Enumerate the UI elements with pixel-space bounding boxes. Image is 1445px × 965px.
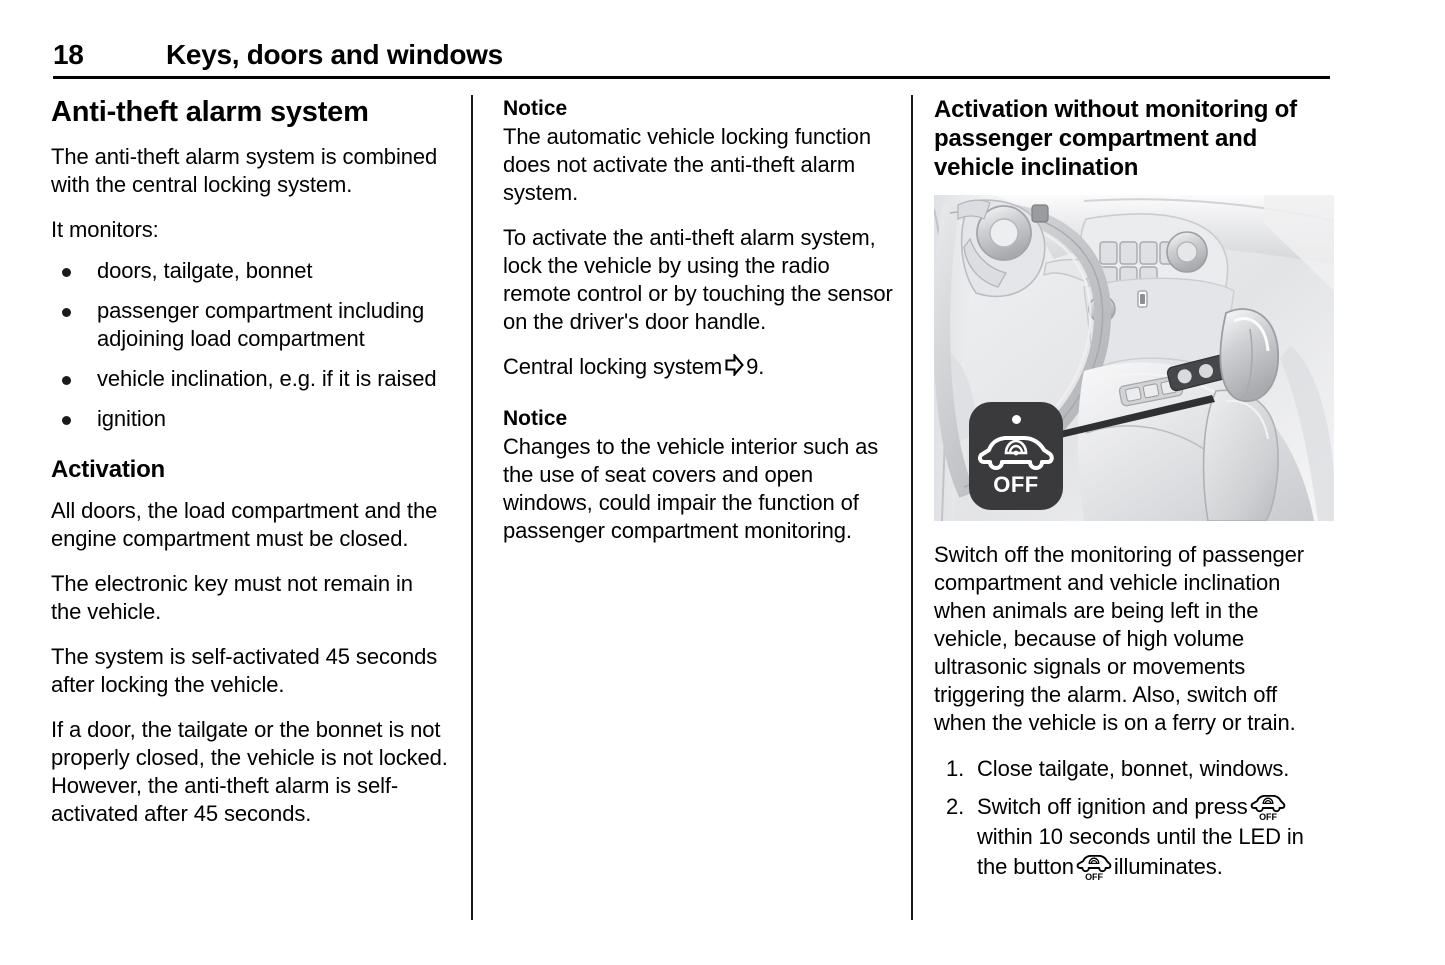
led-dot-icon (1012, 415, 1021, 424)
activation-paragraph-3: The system is self-activated 45 seconds after locking the vehicle. (51, 644, 438, 697)
switch-off-monitoring-paragraph: Switch off the monitoring of passenger compartment and vehicle inclination when animals are being left in the vehicle, because of high volume ultrasonic signals or movements triggering the alarm. Also, switch off when the vehicle is on a ferry or train. (934, 542, 1305, 735)
cross-reference-label: Central locking system (503, 354, 723, 379)
it-monitors-label: It monitors: (51, 217, 159, 242)
step-2-text-after: within 10 seconds until the LED in the button (977, 824, 1304, 879)
list-item: ignition (51, 405, 449, 433)
svg-text:OFF: OFF (1258, 812, 1277, 821)
list-item (934, 792, 1334, 882)
car-ultrasonic-off-icon (1076, 855, 1112, 881)
column-two (503, 95, 901, 545)
step-2-text-before: Switch off ignition and press (977, 794, 1248, 819)
section-title-activation-without-monitoring: Activation without monitoring of passenger compartment and vehicle inclination (934, 96, 1297, 181)
car-ultrasonic-off-icon (978, 432, 1054, 470)
monitored-items-list (51, 257, 449, 433)
step-1-text: Close tailgate, bonnet, windows. (977, 756, 1290, 781)
switch-off-steps-list (934, 754, 1334, 882)
list-item: doors, tailgate, bonnet (51, 257, 449, 285)
cross-reference-page: 9. (746, 354, 765, 379)
column-three (934, 95, 1334, 890)
anti-theft-intro-paragraph: The anti-theft alarm system is combined with the central locking system. (51, 144, 438, 197)
badge-off-label: OFF (993, 472, 1039, 497)
step-2-text-end: illuminates. (1113, 854, 1223, 879)
page-header (53, 38, 1330, 80)
subsection-title-activation: Activation (51, 456, 166, 483)
cross-reference-central-locking (503, 353, 901, 381)
page-title: Keys, doors and windows (166, 39, 503, 70)
car-ultrasonic-off-icon (1250, 795, 1286, 821)
notice-heading-2: Notice (503, 407, 568, 430)
column-one (51, 95, 449, 828)
notice-body-2: Changes to the vehicle interior such as the use of seat covers and open windows, could impair the function of passenger compartment monitoring. (503, 434, 879, 543)
list-item (934, 754, 1334, 784)
activation-paragraph-1: All doors, the load compartment and the engine compartment must be closed. (51, 498, 438, 551)
activate-alarm-paragraph: To activate the anti-theft alarm system, lock the vehicle by using the radio remote control or by touching the sensor on the driver's door handle. (503, 225, 893, 334)
section-title-anti-theft-alarm-system: Anti-theft alarm system (51, 96, 369, 128)
activation-paragraph-4: If a door, the tailgate or the bonnet is not properly closed, the vehicle is not locked. However, the anti-theft alarm is self-activated after 45 seconds. (51, 717, 448, 826)
callout-leader-line (1052, 393, 1218, 439)
page-number: 18 (53, 39, 84, 70)
vehicle-interior-console-illustration (934, 195, 1334, 521)
activation-paragraph-2: The electronic key must not remain in the vehicle. (51, 571, 413, 624)
header-rule (53, 76, 1330, 79)
reference-arrow-icon (725, 354, 744, 376)
list-item: vehicle inclination, e.g. if it is raised (51, 365, 449, 393)
svg-text:OFF: OFF (1085, 872, 1103, 881)
list-item: passenger compartment including adjoining load compartment (51, 297, 449, 353)
column-divider-2 (911, 95, 913, 920)
passenger-compartment-monitoring-off-button[interactable] (969, 402, 1063, 510)
notice-body-1: The automatic vehicle locking function does not activate the anti-theft alarm system. (503, 124, 871, 205)
column-divider-1 (471, 95, 473, 920)
notice-heading-1: Notice (503, 97, 568, 120)
